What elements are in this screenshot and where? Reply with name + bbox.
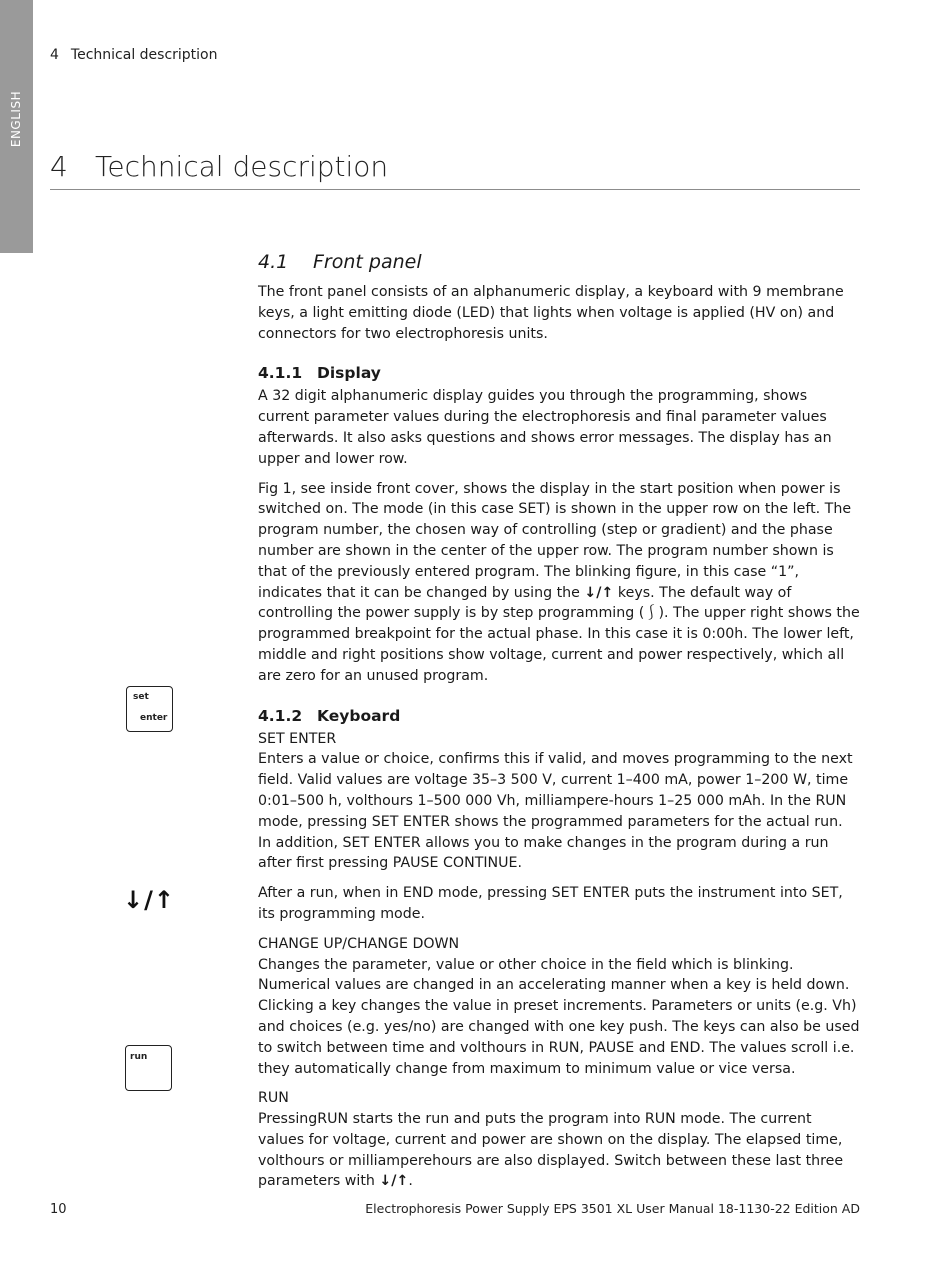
subsection-title: Display xyxy=(317,364,381,383)
run-key-icon xyxy=(125,1045,172,1091)
chapter-title-text: Technical description xyxy=(95,150,389,183)
running-head xyxy=(50,47,218,63)
main-content xyxy=(258,248,860,1201)
display-paragraph-2-end: keys. The default way of controlling the power supply is by step programming (⎰). The upper right shows the programmed breakpoint for the actual phase. In this case it is 0:00h. The lower left, middle and right positions show voltage, current and power respectively, which all are zero for an unused program. xyxy=(258,584,860,684)
run-paragraph xyxy=(258,1109,860,1192)
run-key-label: run xyxy=(130,1052,148,1062)
chapter-number: 4 xyxy=(50,150,68,183)
language-tab xyxy=(0,0,33,253)
footer-document-title: Electrophoresis Power Supply EPS 3501 XL User Manual 18-1130-22 Edition AD xyxy=(365,1201,860,1216)
set-enter-key-icon xyxy=(126,686,173,732)
run-heading: RUN xyxy=(258,1090,289,1107)
section-heading-front-panel xyxy=(258,248,860,276)
subsection-number: 4.1.1 xyxy=(258,364,303,383)
running-head-number: 4 xyxy=(50,47,59,63)
language-tab-label: ENGLISH xyxy=(9,90,23,148)
change-up-down-key-icon: ↓/↑ xyxy=(123,886,175,914)
display-paragraph-2 xyxy=(258,479,860,687)
change-paragraph: Changes the parameter, value or other choice in the field which is blinking. Numerical values are changed in an accelerating manner when a key is held down. Clicking a key changes the value in preset increments. Parameters or units (e.g. Vh) and choices (e.g. yes/no) are changed with one key push. The keys can also be used to switch between time and volthours in RUN, PAUSE and END. The values scroll i.e. they automatically change from maximum to minimum value or vice versa. xyxy=(258,956,860,1077)
display-paragraph-2-start: Fig 1, see inside front cover, shows the display in the start position when power is switched on. The mode (in this case SET) is shown in the upper row on the left. The program number, the chosen way of controlling (step or gradient) and the phase number are shown in the center of the upper row. The program number shown is that of the previously entered program. The blinking figure, in this case “1”, indicates that it can be changed by using the xyxy=(258,480,852,601)
chapter-title xyxy=(50,150,860,190)
run-paragraph-end: . xyxy=(408,1173,413,1190)
change-heading: CHANGE UP/CHANGE DOWN xyxy=(258,935,460,952)
set-enter-paragraph-2: After a run, when in END mode, pressing SET ENTER puts the instrument into SET, its programming mode. xyxy=(258,885,843,922)
set-enter-paragraph-1: Enters a value or choice, confirms this if valid, and moves programming to the next field. Valid values are voltage 35–3 500 V, current 1–400 mA, power 1–200 W, time 0:01–500 h, volthours 1–500 000 Vh, milliampere-hours 1–25 000 mAh. In the RUN mode, pressing SET ENTER shows the programmed parameters for the actual run. In addition, SET ENTER allows you to make changes in the program during a run after first pressing PAUSE CONTINUE. xyxy=(258,751,853,872)
section-number: 4.1 xyxy=(258,251,289,273)
subsection-heading-keyboard xyxy=(258,705,860,727)
section-title: Front panel xyxy=(313,251,422,273)
subsection-number: 4.1.2 xyxy=(258,706,303,725)
display-paragraph-1: A 32 digit alphanumeric display guides you through the programming, shows current parameter values during the electrophoresis and final parameter values afterwards. It also asks questions and shows error messages. The display has an upper and lower row. xyxy=(258,388,832,467)
subsection-title: Keyboard xyxy=(317,706,401,725)
down-up-arrows-icon: ↓/↑ xyxy=(379,1173,409,1190)
front-panel-paragraph: The front panel consists of an alphanumeric display, a keyboard with 9 membrane keys, a light emitting diode (LED) that lights when voltage is applied (HV on) and connectors for two electrophoresis units. xyxy=(258,284,844,342)
running-head-title: Technical description xyxy=(70,47,218,63)
enter-key-label: enter xyxy=(140,713,168,723)
subsection-heading-display xyxy=(258,362,860,384)
down-up-arrows-icon: ↓/↑ xyxy=(584,584,614,601)
run-paragraph-text: PressingRUN starts the run and puts the program into RUN mode. The current values for voltage, current and power are shown on the display. The elapsed time, volthours or milliamperehours are also displayed. Switch between these last three parameters with xyxy=(258,1111,844,1190)
set-key-label: set xyxy=(133,692,149,702)
page-number: 10 xyxy=(50,1202,67,1217)
set-enter-heading: SET ENTER xyxy=(258,730,337,747)
